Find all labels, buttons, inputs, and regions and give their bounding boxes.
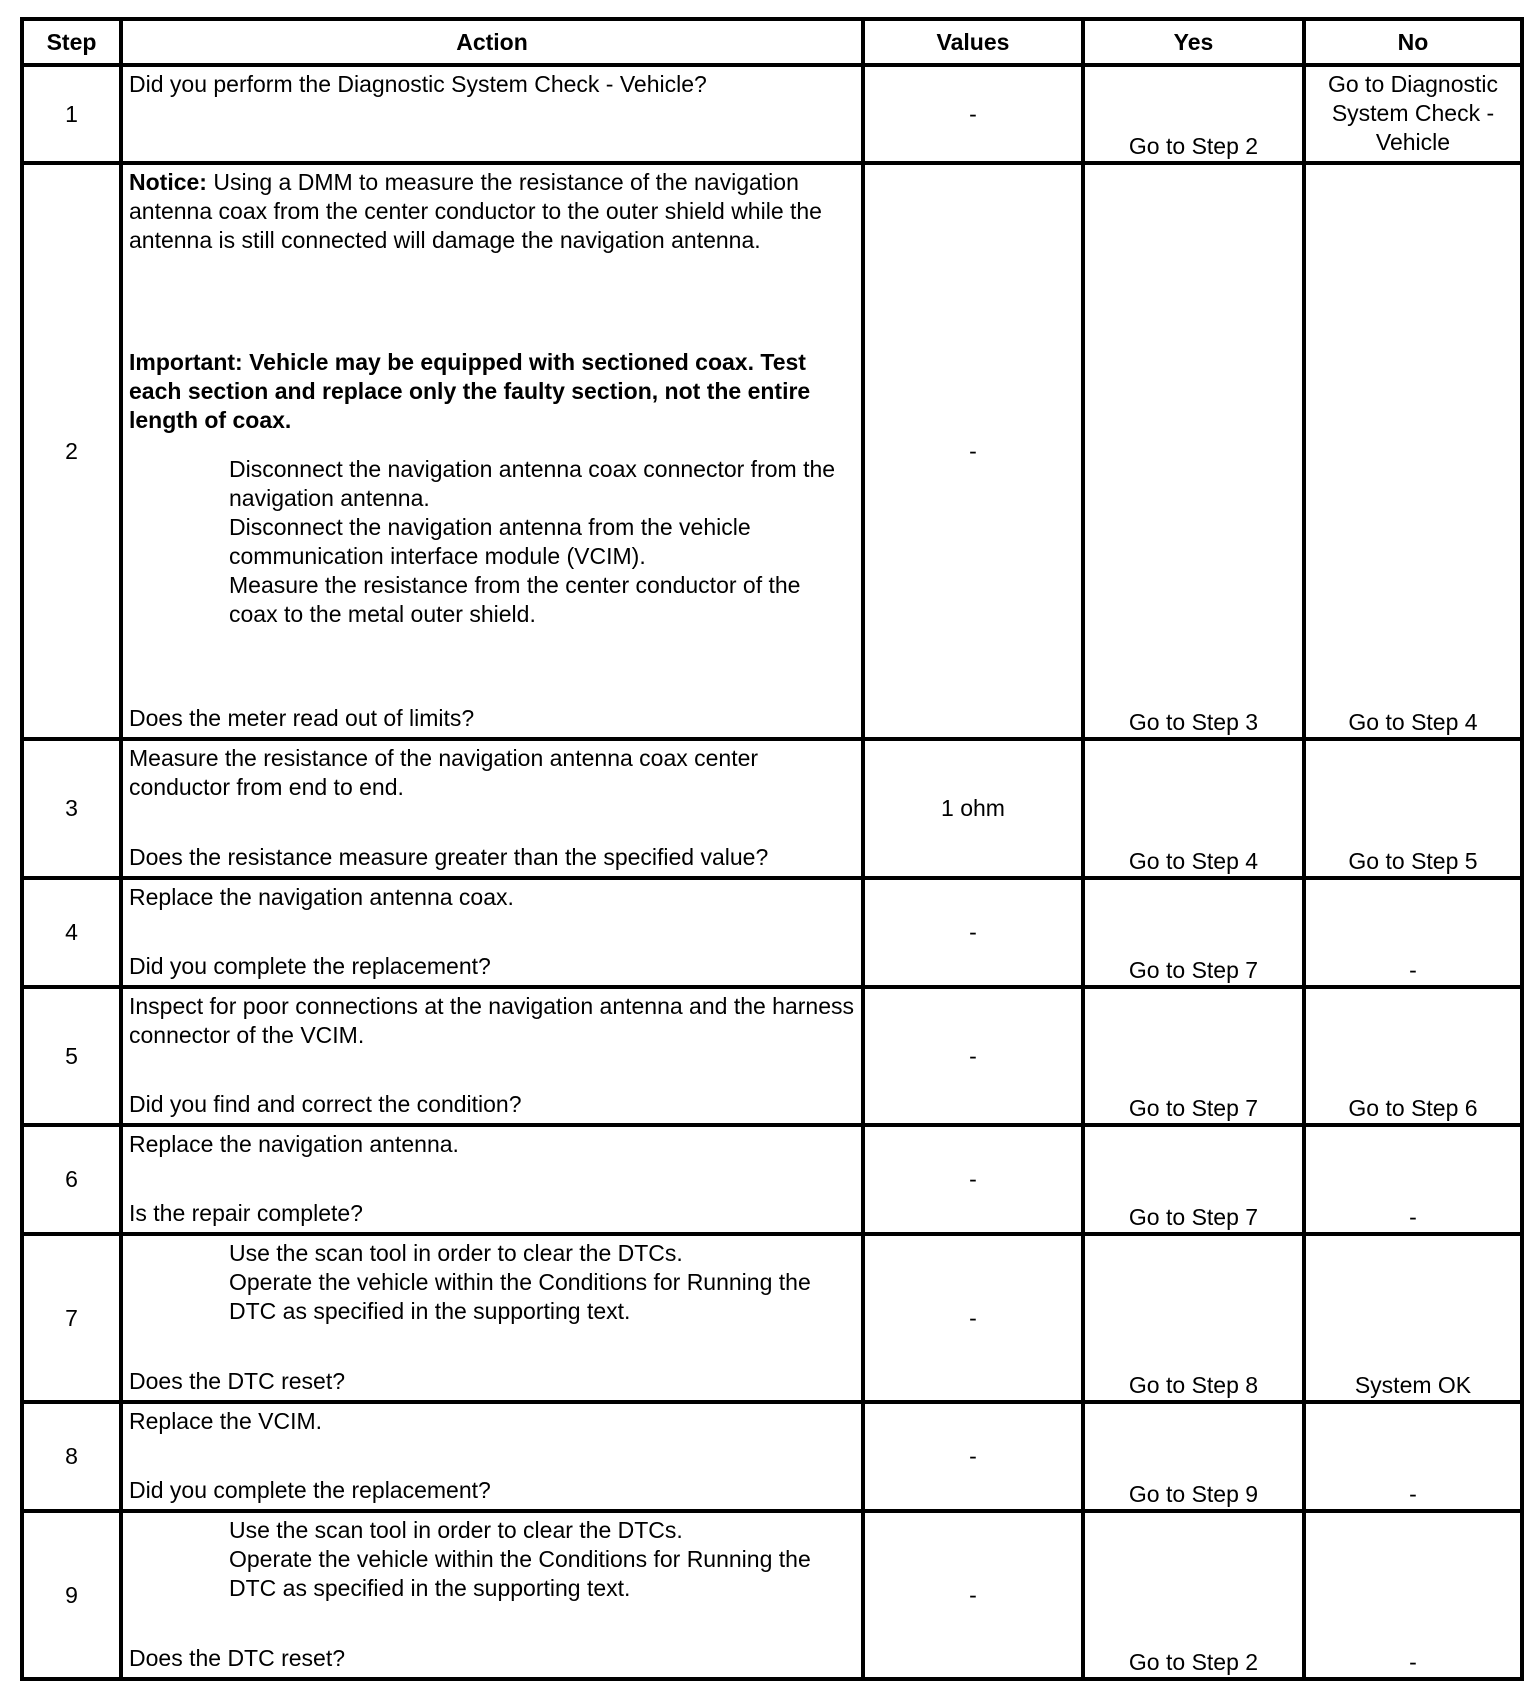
no-cell: Go to Step 4 <box>1304 163 1522 739</box>
substep: Disconnect the navigation antenna from the vehicle communication interface module (VCIM). <box>229 514 751 569</box>
action-text: Inspect for poor connections at the navigation antenna and the harness connector of the VCIM. <box>129 993 855 1048</box>
notice-label: Notice: <box>129 169 207 195</box>
header-yes: Yes <box>1083 19 1304 65</box>
table-row <box>22 987 1522 1125</box>
step-number: 5 <box>22 987 121 1125</box>
action-cell <box>121 739 863 878</box>
question-text: Does the DTC reset? <box>129 1645 346 1671</box>
no-cell: System OK <box>1304 1234 1522 1402</box>
table-row <box>22 65 1522 163</box>
step-number: 2 <box>22 163 121 739</box>
action-cell <box>121 163 863 739</box>
question-text: Did you complete the replacement? <box>129 953 491 979</box>
value-cell: - <box>863 65 1083 163</box>
yes-cell: Go to Step 2 <box>1083 1511 1304 1679</box>
action-text: Replace the navigation antenna coax. <box>129 884 514 910</box>
action-cell <box>121 1125 863 1234</box>
table-row <box>22 878 1522 987</box>
header-action: Action <box>121 19 863 65</box>
value-cell: - <box>863 1125 1083 1234</box>
yes-cell: Go to Step 3 <box>1083 163 1304 739</box>
action-cell <box>121 1511 863 1679</box>
header-values: Values <box>863 19 1083 65</box>
question-text: Did you find and correct the condition? <box>129 1091 522 1117</box>
no-cell: - <box>1304 878 1522 987</box>
no-cell: Go to Diagnostic System Check - Vehicle <box>1304 65 1522 163</box>
notice-paragraph <box>129 168 855 255</box>
step-number: 7 <box>22 1234 121 1402</box>
action-text: Replace the VCIM. <box>129 1408 323 1434</box>
value-cell: - <box>863 1511 1083 1679</box>
step-number: 9 <box>22 1511 121 1679</box>
action-cell <box>121 65 863 163</box>
notice-text: Using a DMM to measure the resistance of the navigation antenna coax from the center conductor to the outer shield while the antenna is still connected will damage the navigation antenna. <box>129 169 822 253</box>
table-row <box>22 163 1522 739</box>
yes-cell: Go to Step 7 <box>1083 1125 1304 1234</box>
substep: Operate the vehicle within the Conditions for Running the DTC as specified in the supporting text. <box>229 1269 811 1324</box>
question-text: Does the meter read out of limits? <box>129 705 475 731</box>
action-text: Did you perform the Diagnostic System Check - Vehicle? <box>129 71 707 97</box>
yes-cell: Go to Step 9 <box>1083 1402 1304 1511</box>
step-number: 8 <box>22 1402 121 1511</box>
substep: Disconnect the navigation antenna coax connector from the navigation antenna. <box>229 456 836 511</box>
no-cell: - <box>1304 1125 1522 1234</box>
step-number: 4 <box>22 878 121 987</box>
step-number: 6 <box>22 1125 121 1234</box>
no-cell: Go to Step 6 <box>1304 987 1522 1125</box>
value-cell: - <box>863 163 1083 739</box>
action-text: Measure the resistance of the navigation antenna coax center conductor from end to end. <box>129 745 759 800</box>
table-row <box>22 739 1522 878</box>
table-row <box>22 1234 1522 1402</box>
value-cell: - <box>863 1402 1083 1511</box>
substep: Operate the vehicle within the Conditions for Running the DTC as specified in the supporting text. <box>229 1546 811 1601</box>
question-text: Does the resistance measure greater than the specified value? <box>129 844 769 870</box>
header-row <box>22 19 1522 65</box>
question-text: Does the DTC reset? <box>129 1368 346 1394</box>
step-number: 3 <box>22 739 121 878</box>
question-text: Is the repair complete? <box>129 1200 363 1226</box>
value-cell: - <box>863 1234 1083 1402</box>
important-note: Important: Vehicle may be equipped with sectioned coax. Test each section and replace only the faulty section, not the entire length of coax. <box>129 349 811 433</box>
action-text: Replace the navigation antenna. <box>129 1131 459 1157</box>
header-step: Step <box>22 19 121 65</box>
action-cell <box>121 1402 863 1511</box>
yes-cell: Go to Step 2 <box>1083 65 1304 163</box>
no-cell: - <box>1304 1402 1522 1511</box>
table-row <box>22 1402 1522 1511</box>
question-text: Did you complete the replacement? <box>129 1477 491 1503</box>
action-cell <box>121 878 863 987</box>
step-number: 1 <box>22 65 121 163</box>
table-row <box>22 1125 1522 1234</box>
yes-cell: Go to Step 4 <box>1083 739 1304 878</box>
yes-cell: Go to Step 7 <box>1083 987 1304 1125</box>
substep: Measure the resistance from the center conductor of the coax to the metal outer shield. <box>229 572 801 627</box>
table-row <box>22 1511 1522 1679</box>
no-cell: Go to Step 5 <box>1304 739 1522 878</box>
substep: Use the scan tool in order to clear the DTCs. <box>229 1240 683 1266</box>
diagnostic-table <box>20 17 1524 1681</box>
value-cell: - <box>863 878 1083 987</box>
action-cell <box>121 987 863 1125</box>
header-no: No <box>1304 19 1522 65</box>
value-cell: 1 ohm <box>863 739 1083 878</box>
yes-cell: Go to Step 8 <box>1083 1234 1304 1402</box>
value-cell: - <box>863 987 1083 1125</box>
no-cell: - <box>1304 1511 1522 1679</box>
action-cell <box>121 1234 863 1402</box>
yes-cell: Go to Step 7 <box>1083 878 1304 987</box>
substep: Use the scan tool in order to clear the DTCs. <box>229 1517 683 1543</box>
